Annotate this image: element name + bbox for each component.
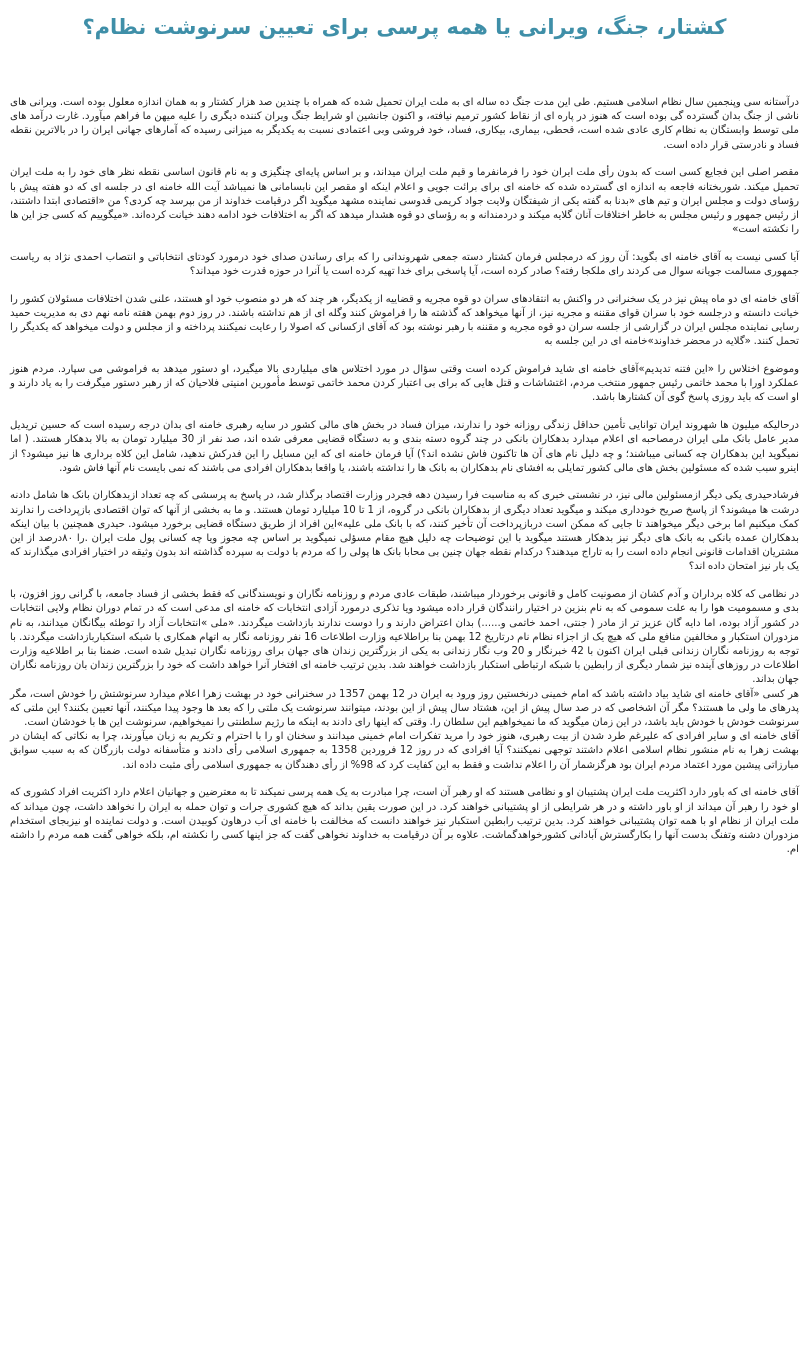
- paragraph-5: وموضوع اختلاس را «این فتنه تدیدیم»آقای خامنه ای شاید فراموش کرده است وقتی سؤال در مورد اختلاس های میلیاردی بالا میگیرد، او دستور میدهد به فراموشی می سپارد. مردم هنوز عملکرد اورا با محمد خاتمی رئیس جمهور منتخب مردم، اغتشاشات و قتل هایی که برای بی اعتبار کردن محمد خاتمی توسط مأمورین امنیتی فلاحیان که از رهبر دستور میگرفت را به یاد دارند و او است که باید روزی پاسخ گوی آن کشتارها باشد.: [10, 364, 799, 404]
- paragraph-4: آقای خامنه ای دو ماه پیش نیز در یک سخنرانی در واکنش به انتقادهای سران دو قوه مجریه و قضاییه از یکدیگر، هر چند که هر دو منصوب خود او هستند، علنی شدن اختلافات مسئولان کشور را خیانت دانسته و درجلسه خود با سران قوای مقننه و مجریه نیز، از آنها میخواهد که گذشته ها را فراموش کنند وگله ای از هم نداشته باشند. در روز دوم بهمن هفته نامه نهم دی به مدیریت حمید رسایی نماینده مجلس ایران در گزارشی از جلسه سران دو قوه مجریه و مقننه با رهبر نوشته بود که آقای ازکسانی که اصولا را رعایت نمیکنند پرداخته و از مجلس و دولت میخواهد که یکدیگر را تحمل کنند. «گلایه در محضر خداوند»خامنه ای در این جلسه به: [10, 293, 799, 348]
- paragraph-6: درحالیکه میلیون ها شهروند ایران توانایی تأمین حداقل زندگی روزانه خود را ندارند، میزان فساد در بخش های مالی کشور در سایه رهبری خامنه ای بدان درجه رسیده است که حسین تریدیل مدیر عامل بانک ملی ایران درمصاحبه ای اعلام میدارد بدهکاران بانکی در چند گروه دسته بندی و به دستگاه قضایی معرفی شده اند، صد نفر از 30 میلیارد تومان به بالا بدهکار هستند. ( اما نمیگوید این بدهکاران چه کسانی میباشند؛ و چه دلیل نام های آن ها تاکنون فاش نشده اند؟) آیا فرمان خامنه ای که این مسایل را این فدرکش ندهید، شامل این کلاه برداری ها نیز میشود؟ از اینرو سبب شده که مسئولین بخش های مالی کشور تمایلی به افشای نام بدهکاران به بانک ها را نداشته باشند، یا واقعا بدهکاران افرادی می باشند که نمی بایست نام آنها فاش شود.: [10, 420, 799, 474]
- paragraph-9: آقای خامنه ای که باور دارد اکثریت ملت ایران پشتیبان او و نظامی هستند که او رهبر آن است، چرا مبادرت به یک همه پرسی نمیکند تا به معترضین و جهانیان اعلام دارد اکثریت افراد کشوری که او خود را رهبر آن میداند از او باور داشته و در هر شرایطی از او پشتیبانی خواهند کرد. در این صورت یقین بداند که هیچ کشوری جرات و توان حمله به ایران را نخواهد داشت، چون میداند که ملت ایران از نظام او با همه توان پشتیبانی خواهند کرد. بدین ترتیب رابطین استکبار نیز خواهند دانست که مخالفت با خامنه ای آب درهاون کوبیدن است. و دولت نماینده او نیزبجای استخدام مزدوران دشنه وتفنگ بدست آنها را بکارگسترش آبادانی کشورخواهدگماشت. علاوه بر آن درقیامت به خداوند نخواهی گفت که جز اینها کسی را نکشته ام، بلکه خواهی گفت همه مردم را داشته ام.: [10, 787, 799, 856]
- paragraph-3: آیا کسی نیست به آقای خامنه ای بگوید: آن روز که درمجلس فرمان کشتار دسته جمعی شهروندانی را که برای رساندن صدای خود درمورد کودتای انتخاباتی و انتصاب احمدی نژاد به ریاست جمهوری مسالمت جویانه سوال می کردند رای ملکجا رفته؟ صادر کرده است، آیا پاسخی برای خدا تهیه کرده است یا آنرا در حوزه قدرت خود میداند؟: [10, 251, 799, 278]
- paragraph-2: مقصر اصلی این فجایع کسی است که بدون رأی ملت ایران خود را فرمانفرما و قیم ملت ایران میداند، و بر اساس پایه‌ای چنگیزی و به نام قانون اساسی نقطه نظر های خود را به ملت ایران تحمیل میکند. شوربختانه فاجعه به اندازه ای گسترده شده که خامنه ای برای برائت جویی و اعلام اینکه او مقصر این نابسامانی ها نمیباشد آیت الله خامنه ای در جلسه ای که دو هفته پیش با رؤسای دولت و مجلس ایران و تیم های «بدنا به گفته یکی از شیفتگان ولایت جواد کریمی قدوسی نماینده مشهد میگوید اگر درقیامت خداوند از من بپرسد چه کردی؟ من «اقتصادی ابتدا داشتند، از رئیس جمهور و رئیس مجلس به خاطر اختلافات آنان گلایه میکند و دردمندانه و به رؤسای دو قوه هشدار میدهد که اگر به اختلافات خود ادامه دهند خیانت کرده‌اند. «میگوییم که کسی جز این ها را نکشته است»: [10, 167, 799, 236]
- document-title: کشتار، جنگ، ویرانی یا همه پرسی برای تعیین سرنوشت نظام؟: [82, 15, 727, 39]
- paragraph-8: در نظامی که کلاه برداران و آدم کشان از مصونیت کامل و قانونی برخوردار میباشند، طبقات عادی مردم و روزنامه نگاران و نویسندگانی که فقط بخشی از فساد جامعه، با گرانی روز افزون، با بدی و مسمومیت هوا را به علت سمومی که به نام بنزین در اختیار رانندگان قرار داده میشود ویا تذکری درمورد آزادی انتخابات که خامنه ای مدعی است که در تمام دوران نظام ولایی انتخابات در کشور آزاد بوده، اما دایه گان عزیز تر از مادر ( جنتی، احمد خاتمی و......) بدان اعتراض دارند و را دوست ندارند بازداشت میگردند. «ملی »انتخابات آزاد را توطئه بیگانگان میدانند، به نام مزدوران استکبار و مخالفین منافع ملی که هیچ یک از اجزاء نظام نام درتاریخ 12 بهمن بنا براطلاعیه وزارت اطلاعات 16 نفر روزنامه نگار به اتهام همکاری با شبکه استکباربازداشت میگردند. با توجه به روزنامه نگاران زندانی قبلی ایران اکنون با 42 خبرنگار و 20 وب نگار زندانی به یکی از بزرگترین زندان های جهان برای روزنامه نگاران تبدیل شده است. ضمنا بنا بر اطلاعیه وزارت اطلاعات در روزهای آینده نیز شمار دیگری از رابطین با شبکه ارتباطی استکبار بازداشت خواهند شد. بدین ترتیب خامنه ای افتخار آنرا خواهد داشت که خود را بزرگترین زندان بان روزنامه نگاران جهان بداند. هر کسی «آقای خامنه ای شاید بیاد داشته باشد که امام خمینی درنخستین روز ورود به ایران در 12 بهمن 1357 در سخنرانی خود در بهشت زهرا اعلام میدارد سرنوشتش را خودش است، مگر پدرهای ما ولی ما هستند؟ مگر آن اشخاصی که در صد سال پیش از این، هشتاد سال پیش از این بودند، میتوانند سرنوشت یک ملتی را که بعد ها وجود پیدا میکنند، آنها تعیین بکنند؟ این ملتی که سرنوشت خودش با خودش باید باشد، در این زمان میگوید که ما نمیخواهیم این سلطان را. وقتی که اینها رای دادند به اینکه ما رژیم سلطنتی را نمیخواهیم، سرنوشت این ها با خودشان است. آقای خامنه ای و سایر افرادی که علیرغم طرد شدن از بیت رهبری، هنوز خود را مرید تفکرات امام خمینی میدانند و سخنان او را با احترام و تکریم به زبان میآورند، چرا به نکاتی که ایشان در بهشت زهرا به نام منشور نظام اسلامی اعلام داشتند توجهی نمیکنند؟ آیا افرادی که در روز 12 فروردین 1358 به جمهوری اسلامی رأی دادند و متأسفانه دولت بازرگان که به سبب سوابق مبارزاتی پیشین مورد اعتماد مردم ایران بود هرگزشمار آن را اعلام نداشت و فقط به این کفایت کرد که 98% از رأی دهندگان به جمهوری اسلامی رأی مثبت داده اند.: [10, 589, 799, 771]
- paragraph-7: فرشادحیدری یکی دیگر ازمسئولین مالی نیز، در نشستی خبری که به مناسبت فرا رسیدن دهه فجردر وزارت اقتصاد برگذار شد، در پاسخ به پرسشی که چه تعداد ازبدهکاران بانک ها شامل دادنه درشت ها میشوند؟ از پاسخ صریح خودداری میکند و میگوید تعداد دیگری از بدهکاران بانکی در گروه، از 1 تا 10 میلیارد تومان هستند. و ما به بخشی از آنها که توان اقتصادی بازپرداخت را ندارند کمک میکنیم اما برخی دیگر میخواهند تا جایی که ممکن است دربازپرداخت آن تأخیر کنند، که با بانک ملی علیه»این افراد از طریق دستگاه قضایی برخورد میشود. حیدری همچنین با بیان اینکه بدهکاران عمده بانکی به بانک های دیگر نیز بدهکار هستند میگوید با این توضیحات چه دلیل هیچ مقام مسؤلی نمیگوید بر اساس چه مجوز ویا چه کسانی پول ملت ایران .را ۸۰درصد از این مشتریان اقدامات قانونی انجام داده است را به تاراج میدهند؟ درکدام نقطه جهان چنین بی محابا بانک ها پولی را که مردم با دولت به سپرده گذاشته اند بدون وثیقه در اختیار افرادی میگذارند که یک بار نیز امتحان داده اند؟: [10, 490, 800, 573]
- paragraph-1: درآستانه سی وپنجمین سال نظام اسلامی هستیم. طی این مدت جنگ ده ساله ای به ملت ایران تحمیل شده که همراه با چندین صد هزار کشتار و به همان اندازه معلول بوده است. ویرانی های ناشی از جنگ بدان گسترده گی بوده است که هنوز در پاره ای از نقاط کشور ترمیم نیافته، و اکنون جانشین او شرایط جنگ ویران کننده دیگری را علیه میهن ما فراهم میآورد. غارت درآمد های ملی توسط وابستگان به نظام کاری عادی شده است، قحطی، بیماری، بیکاری، فساد، خود فروشی وبی اعتمادی نسبت به یکدیگر به میزانی رسیده که آمارهای جهانی ایران را در بالاترین نقطه فساد و نادرستی قرار داده است.: [10, 97, 799, 151]
- document-body: [10, 96, 799, 857]
